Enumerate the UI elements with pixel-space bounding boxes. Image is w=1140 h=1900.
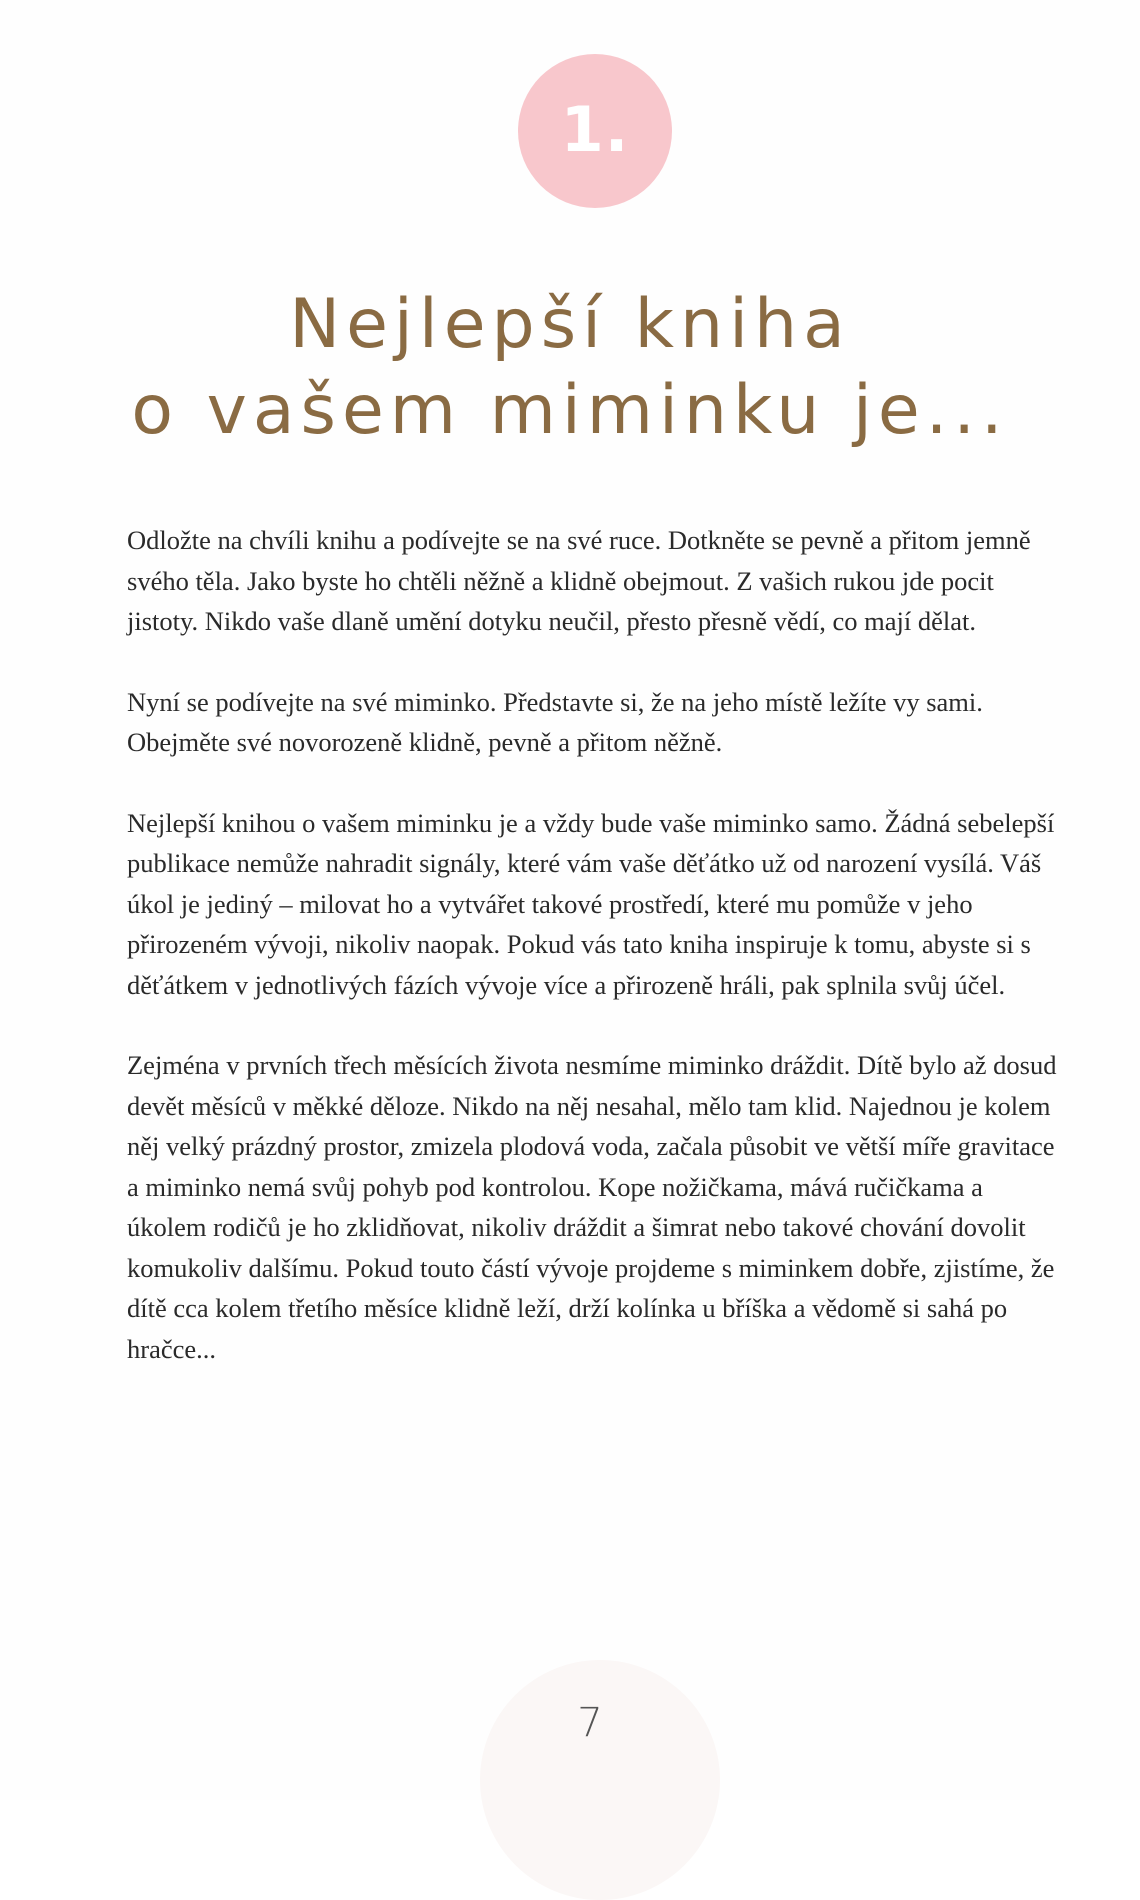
paragraph-2: Nyní se podívejte na své miminko. Představte si, že na jeho místě ležíte vy sami. Obejměte své novorozeně klidně, pevně a přitom něžně.: [127, 686, 983, 757]
chapter-title: [0, 282, 1140, 454]
page-number: 7: [577, 1700, 603, 1746]
paragraph-1: Odložte na chvíli knihu a podívejte se na své ruce. Dotkněte se pevně a přitom jemně svého těla. Jako byste ho chtěli něžně a klidně obejmout. Z vašich rukou jde pocit jistoty. Nikdo vaše dlaně umění dotyku neučil, přesto přesně vědí, co mají dělat.: [127, 525, 1031, 636]
chapter-number-badge: [518, 54, 672, 208]
chapter-title-line-2: o vašem miminku je...: [131, 371, 1009, 450]
paragraph-3: Nejlepší knihou o vašem miminku je a vždy bude vaše miminko samo. Žádná sebelepší publikace nemůže nahradit signály, které vám vaše děťátko už od narození vysílá. Váš úkol je jediný – milovat ho a vytvářet takové prostředí, které mu pomůže v jeho přirozeném vývoji, nikoliv naopak. Pokud vás tato kniha inspiruje k tomu, abyste si s děťátkem v jednotlivých fázích vývoje více a přirozeně hráli, pak splnila svůj účel.: [127, 807, 1055, 1000]
page-footer-decoration: [480, 1660, 720, 1900]
chapter-title-line-1: Nejlepší kniha: [289, 285, 851, 364]
chapter-number: 1.: [560, 92, 630, 166]
chapter-body: [127, 520, 1057, 1409]
paragraph-4: Zejména v prvních třech měsících života nesmíme miminko dráždit. Dítě bylo až dosud devět měsíců v měkké děloze. Nikdo na něj nesahal, mělo tam klid. Najednou je kolem něj velký prázdný prostor, zmizela plodová voda, začala působit ve větší míře gravitace a miminko nemá svůj pohyb pod kontrolou. Kope nožičkama, mává ručičkama a úkolem rodičů je ho zklidňovat, nikoliv dráždit a šimrat nebo takové chování dovolit komukoliv dalšímu. Pokud touto částí vývoje projdeme s miminkem dobře, zjistíme, že dítě cca kolem třetího měsíce klidně leží, drží kolínka u bříška a vědomě si sahá po hračce...: [127, 1050, 1057, 1364]
